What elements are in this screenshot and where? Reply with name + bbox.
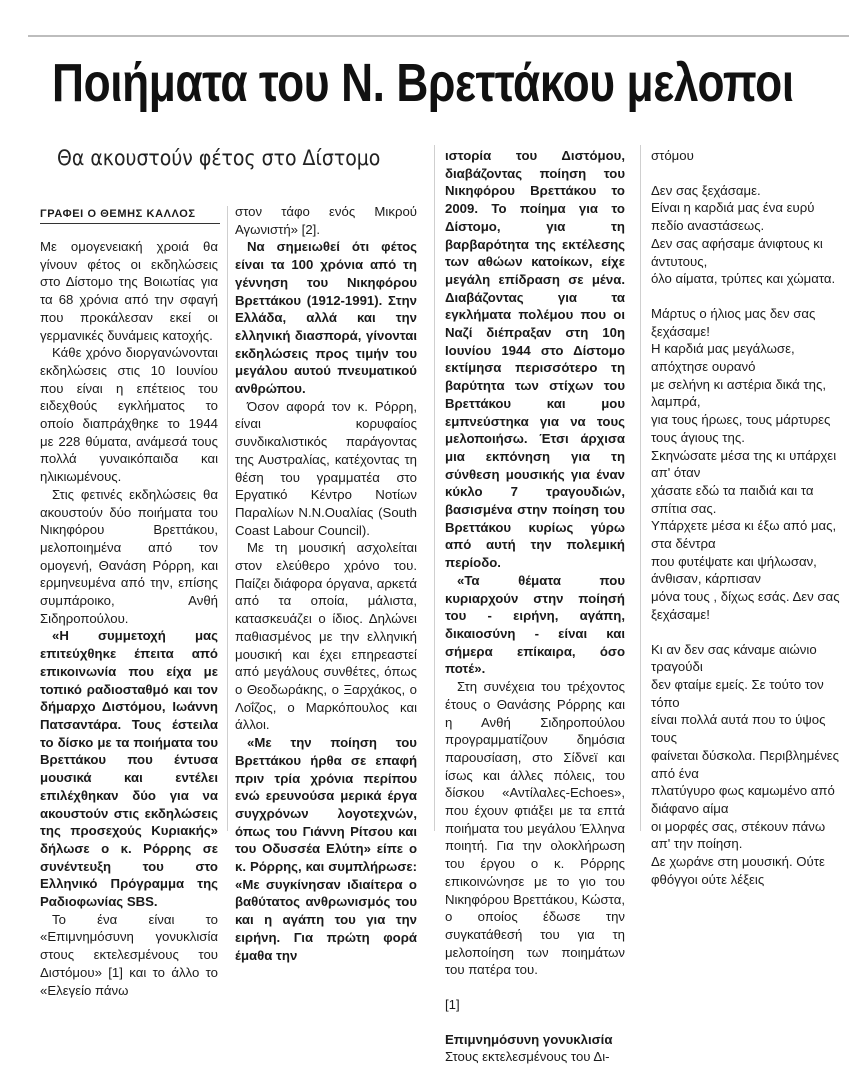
poem-title: Επιμνημόσυνη γονυκλισία <box>445 1031 613 1047</box>
subheadline: Θα ακουστούν φέτος στο Δίστομο <box>57 146 381 170</box>
poem-column <box>651 147 841 888</box>
article-column-1 <box>40 238 218 999</box>
poem-line: χάσατε εδώ τα παιδιά και τα σπίτια σας. <box>651 482 814 516</box>
poem-line: Μάρτυς ο ήλιος μας δεν σας ξεχάσαμε! <box>651 305 816 339</box>
poem-line: δεν φταίμε εμείς. Σε τούτο τον τόπο <box>651 676 824 710</box>
poem-line: Δεν σας αφήσαμε άνιφτους κι άντυτους, <box>651 235 823 269</box>
poem-line: Δεν σας ξεχάσαμε. <box>651 182 761 198</box>
paragraph: Στη συνέχεια του τρέχοντος έτους ο Θανάσης Ρόρρης και η Ανθή Σιδηροπούλου προγραμματίζουν δημόσια παρουσίαση, στο Σίδνεϊ και ίσως και άλλες πόλεις, του δίσκου «Αντίλαλες-Echoes», που έχουν φτιάξει με τα επτά ποιήματα του μεγάλου Έλληνα ποιητή. Για την ολοκλήρωση του έργου ο κ. Ρόρρης επικοινώνησε με το γιο του Νικηφόρου Βρεττάκου, Κώστα, ο οποίος έδωσε την συγκατάθεσή του για τη μελοποίηση των ποιημάτων του πατέρα του. <box>445 679 625 978</box>
paragraph: Να σημειωθεί ότι φέτος είναι τα 100 χρόνια από τη γέννηση του Νικηφόρου Βρεττάκου (1912-1991). Στην Ελλάδα, αλλά και την ελληνική διασπορά, γίνονται εκδηλώσεις προς τιμήν του μεγάλου αυτού πνευματικού ανθρώπου. <box>235 239 417 397</box>
poem-line: Η καρδιά μας μεγάλωσε, απόχτησε ουρανό <box>651 341 795 375</box>
column-divider <box>640 145 641 831</box>
poem-line: Είναι η καρδιά μας ένα ευρύ πεδίο αναστάσεως. <box>651 200 815 234</box>
article-column-2 <box>235 203 417 964</box>
poem-line: όλο αίματα, τρύπες και χώματα. <box>651 271 836 287</box>
poem-line: Κι αν δεν σας κάναμε αιώνιο τραγούδι <box>651 641 817 675</box>
poem-line: πλατύγυρο φως καμωμένο από διάφανο αίμα <box>651 783 835 816</box>
byline-rule <box>40 223 220 224</box>
paragraph: ιστορία του Διστόμου, διαβάζοντας ποίηση του Νικηφόρου Βρεττάκου το 2009. Το ποίημα για το Δίστομο, για τη βαρβαρότητα της εκτέλεσης των αθώων κατοίκων, είχε μεγάλη επίδραση σε μένα. Διαβάζοντας για τα εγκλήματα πολέμου που οι Ναζί διέπραξαν στη 10η Ιουνίου 1944 στο Δίστομο εκτίμησα περισσότερο τη βαρύτητα των στίχων του Βρεττάκου και μου εμπνεύστηκα για να τους μελοποιήσω. Έτσι άρχισα μια εκπόνηση για τη σύνθεση μουσικής για έναν κύκλο 7 τραγουδιών, βασισμένα στην ποίηση του Βρεττάκου κυρίως γύρω από αυτή την πολεμική περίοδο. <box>445 148 625 571</box>
poem-line: μόνα τους , δίχως εσάς. Δεν σας ξεχάσαμε! <box>651 589 840 622</box>
paragraph: «Η συμμετοχή μας επιτεύχθηκε έπειτα από επικοινωνία που είχα με τοπικό ραδιοσταθμό και τον δήμαρχο Διστόμου, Ιωάννη Πατσαντάρα. Τους έστειλα το δίσκο με τα ποιήματα του Βρεττάκου που έντυσα μουσικά και εντέλει επιλέχθηκαν δύο για να ακουστούν στις εκδηλώσεις της προσεχούς Κυριακής» δήλωσε ο κ. Ρόρρης σε συνέντευξη του στο Ελληνικό Πρόγραμμα της Ραδιοφωνίας SBS. <box>40 628 218 910</box>
poem-line: Υπάρχετε μέσα κι έξω από μας, στα δέντρα <box>651 518 837 552</box>
poem-line: οι μορφές σας, στέκουν πάνω απ' την ποίηση. <box>651 818 826 852</box>
paragraph: στον τάφο ενός Μικρού Αγωνιστή» [2]. <box>235 204 417 237</box>
poem-line: που φυτέψατε και ψήλωσαν, άνθισαν, κάρπισαν <box>651 553 817 587</box>
paragraph: «Τα θέματα που κυριαρχούν στην ποίησή του - ειρήνη, αγάπη, δικαιοσύνη - είναι και σήμερα επίκαιρα, όσο ποτέ». <box>445 572 625 677</box>
poem-line: Δε χωράνε στη μουσική. Ούτε φθόγγοι ούτε λέξεις <box>651 854 825 887</box>
poem-line: φαίνεται δύσκολα. Περιβλημένες από ένα <box>651 747 840 781</box>
paragraph: Το ένα είναι το «Επιμνημόσυνη γονυκλισία στους εκτελεσμένους του Διστόμου» [1] και το άλλο το «Ελεγείο πάνω <box>40 911 218 998</box>
poem-line: για τους ήρωες, τους μάρτυρες τους άγιους της. <box>651 412 831 445</box>
footnote-marker: [1] <box>445 997 460 1013</box>
paragraph: Κάθε χρόνο διοργανώνονται εκδηλώσεις στις 10 Ιουνίου που είναι η επέτειος του ειδεχθούς εγκλήματος το οποίο διαπράχθηκε το 1944 με 228 θύματα, ανάμεσά τους πολλά γυναικόπαιδα και ηλικιωμένους. <box>40 345 218 485</box>
poem-line: στόμου <box>651 148 694 163</box>
paragraph: Με τη μουσική ασχολείται στον ελεύθερο χρόνο του. Παίζει διάφορα όργανα, αρκετά από τα οποία, μάλιστα, κατασκευάζει ο ίδιος. Δηλώνει παθιασμένος με την ελληνική μουσική και έχει επηρεαστεί από μεγάλους συνθέτες, όπως ο Θεοδωράκης, ο Ξαρχάκος, ο Λοΐζος, ο Μαρκόπουλος και άλλοι. <box>235 540 417 733</box>
byline: ΓΡΑΦΕΙ Ο ΘΕΜΗΣ ΚΑΛΛΟΣ <box>40 208 196 220</box>
column-divider <box>227 206 228 831</box>
poem-subtitle: Στους εκτελεσμένους του Δι- <box>445 1049 610 1065</box>
article-column-3 <box>445 147 625 1066</box>
paragraph: «Με την ποίηση του Βρεττάκου ήρθα σε επαφή πριν τρία χρόνια περίπου ενώ ερευνούσα μερικά έργα συγχρόνων λογοτεχνών, όπως του Γιάννη Ρίτσου και του Οδυσσέα Ελύτη» είπε ο κ. Ρόρρης, και συμπλήρωσε: «Με συγκίνησαν ιδιαίτερα ο βαθύτατος ανθρωνισμός του και η αγάπη του για την ειρήνη. Για πρώτη φορά έμαθα την <box>235 735 417 963</box>
top-rule <box>28 35 849 37</box>
headline: Ποιήματα του Ν. Βρεττάκου μελοποι <box>52 53 794 113</box>
column-divider <box>434 145 435 831</box>
paragraph: Στις φετινές εκδηλώσεις θα ακουστούν δύο ποιήματα του Νικηφόρου Βρεττάκου, μελοποιημένα από τον ομογενή, Θανάση Ρόρρη, και ερμηνευμένα από την, επίσης συμπάροικο, Ανθή Σιδηροπούλου. <box>40 486 218 626</box>
paragraph: Όσον αφορά τον κ. Ρόρρη, είναι κορυφαίος συνδικαλιστικός παράγοντας της Αυστραλίας, κατέχοντας τη θέση του γραμματέα στο Εργατικό Κέντρο Νοτίων Παραλίων Ν.Ν.Ουαλίας (South Coast Labour Council). <box>235 398 417 538</box>
poem-line: Σκηνώσατε μέσα της κι υπάρχει απ' όταν <box>651 447 837 481</box>
paragraph: Με ομογενειακή χροιά θα γίνουν φέτος οι εκδηλώσεις στο Δίστομο της Βοιωτίας για τα 68 χρόνια από την σφαγή που προκάλεσαν εκεί οι γερμανικές δυνάμεις κατοχής. <box>40 239 218 343</box>
poem-line: με σελήνη κι αστέρια δικά της, λαμπρά, <box>651 376 826 410</box>
poem-line: είναι πολλά αυτά που το ύψος τους <box>651 712 826 746</box>
